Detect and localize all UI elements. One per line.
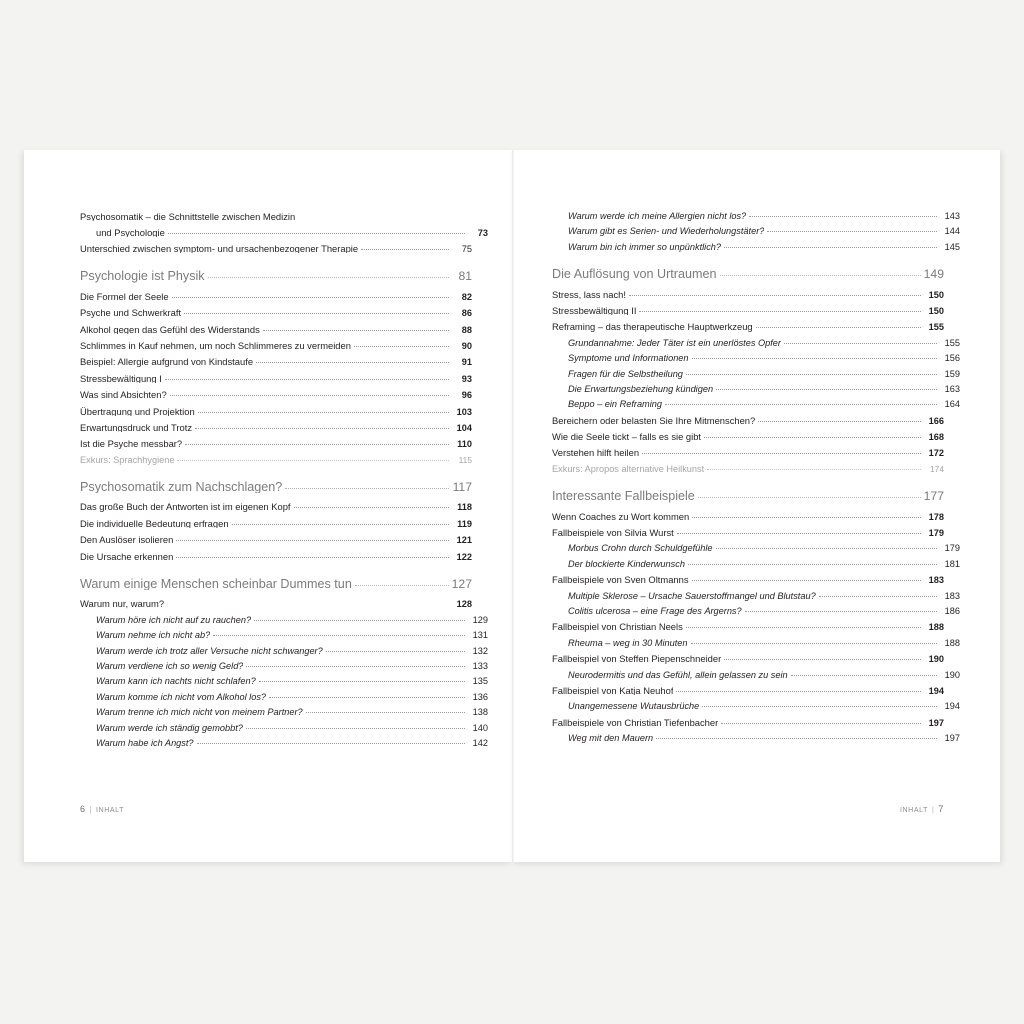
- toc-entry-page: 178: [928, 511, 944, 522]
- toc-leader-dots: [716, 388, 937, 390]
- toc-leader-dots: [691, 642, 937, 644]
- toc-entry[interactable]: [80, 552, 472, 562]
- toc-entry-page: 174: [930, 463, 944, 474]
- toc-entry[interactable]: [552, 432, 944, 442]
- toc-leader-dots: [167, 604, 449, 605]
- toc-leader-dots: [676, 690, 921, 692]
- toc-entry[interactable]: [80, 708, 488, 717]
- toc-entry[interactable]: [80, 341, 472, 351]
- toc-entry-page: 183: [928, 575, 944, 586]
- toc-entry[interactable]: [80, 390, 472, 400]
- toc-entry-page: 144: [944, 226, 960, 237]
- toc-entry[interactable]: [552, 560, 960, 569]
- toc-leader-dots: [246, 727, 465, 729]
- book-page-left: [24, 150, 512, 862]
- toc-leader-dots: [686, 626, 921, 628]
- toc-entry[interactable]: [80, 292, 472, 302]
- toc-entry[interactable]: [552, 400, 960, 409]
- toc-entry-title: Warum bin ich immer so unpünktlich?: [568, 242, 722, 252]
- toc-entry-page: 88: [461, 324, 472, 335]
- toc-entry-title: Warum habe ich Angst?: [96, 738, 194, 748]
- toc-leader-dots: [256, 361, 449, 363]
- toc-entry-title: und Psychologie: [96, 227, 165, 237]
- toc-leader-dots: [639, 310, 921, 312]
- toc-leader-dots: [254, 619, 465, 621]
- toc-entry-title: Die Erwartungsbeziehung kündigen: [568, 384, 714, 394]
- toc-entry-page: 131: [472, 630, 488, 641]
- folio-label: INHALT: [899, 807, 928, 814]
- toc-entry[interactable]: [552, 268, 944, 281]
- toc-leader-dots: [686, 373, 937, 375]
- toc-leader-dots: [704, 436, 921, 438]
- toc-entry-page: 122: [456, 551, 472, 562]
- toc-entry[interactable]: [552, 512, 944, 522]
- toc-leader-dots: [269, 696, 465, 698]
- toc-entry-page: 135: [472, 676, 488, 687]
- toc-leader-dots: [677, 532, 921, 534]
- toc-entry-title: Der blockierte Kinderwunsch: [568, 559, 685, 569]
- toc-leader-dots: [749, 215, 937, 217]
- toc-entry[interactable]: [552, 622, 944, 632]
- toc-entry-page: 90: [461, 340, 472, 351]
- toc-entry-title: Die Ursache erkennen: [80, 551, 174, 562]
- toc-leader-dots: [197, 742, 465, 744]
- toc-entry-page: 155: [928, 322, 944, 333]
- toc-entry[interactable]: [552, 639, 960, 648]
- toc-leader-dots: [698, 496, 921, 498]
- toc-entry-title: Beispiel: Allergie aufgrund von Kindstaufe: [80, 357, 254, 367]
- toc-entry-title: Das große Buch der Antworten ist im eigenen Kopf: [80, 502, 291, 512]
- toc-entry-title: Fallbeispiel von Steffen Piepenschneider: [552, 654, 722, 664]
- toc-leader-dots: [208, 276, 449, 278]
- toc-entry[interactable]: [552, 416, 944, 426]
- toc-leader-dots: [721, 722, 921, 724]
- toc-leader-dots: [720, 274, 921, 276]
- toc-entry-page: 132: [472, 645, 488, 656]
- toc-entry-title: Psychosomatik – die Schnittstelle zwischen Medizin: [80, 212, 296, 222]
- toc-entry[interactable]: [80, 739, 488, 748]
- toc-entry-page: 179: [928, 528, 944, 539]
- toc-entry[interactable]: [552, 490, 944, 503]
- folio-separator: |: [931, 807, 935, 814]
- toc-leader-dots: [298, 217, 449, 218]
- toc-entry-page: 104: [456, 422, 472, 433]
- toc-entry-page: 186: [944, 606, 960, 617]
- toc-entry-title: Die Auflösung von Urtraumen: [552, 267, 717, 281]
- toc-entry-page: 150: [928, 289, 944, 300]
- toc-entry-page: 91: [461, 357, 472, 368]
- toc-entry-page: 119: [457, 518, 472, 529]
- toc-entry-title: Grundannahme: Jeder Täter ist ein unerlöstes Opfer: [568, 338, 781, 348]
- book-page-right: [512, 150, 1000, 862]
- toc-leader-dots: [707, 468, 921, 470]
- toc-entry[interactable]: [80, 244, 472, 254]
- toc-entry-title: Warum verdiene ich so wenig Geld?: [96, 662, 244, 672]
- toc-entry-page: 133: [472, 661, 488, 672]
- toc-entry-page: 117: [452, 479, 472, 494]
- toc-entry-title: Ist die Psyche messbar?: [80, 439, 183, 449]
- toc-leader-dots: [176, 556, 449, 558]
- toc-entry-title: Reframing – das therapeutische Hauptwerkzeug: [552, 322, 753, 332]
- toc-entry[interactable]: [552, 528, 944, 538]
- toc-leader-dots: [168, 232, 465, 234]
- toc-entry-title: Psychosomatik zum Nachschlagen?: [80, 480, 283, 494]
- toc-entry-title: Warum komme ich nicht vom Alkohol los?: [96, 692, 267, 702]
- toc-leader-dots: [791, 674, 937, 676]
- toc-entry-page: 128: [456, 599, 472, 610]
- toc-entry[interactable]: [552, 671, 960, 680]
- book-gutter: [512, 150, 514, 862]
- toc-entry-page: 96: [461, 390, 472, 401]
- toc-leader-dots: [326, 650, 465, 652]
- toc-entry-title: Warum höre ich nicht auf zu rauchen?: [96, 615, 252, 625]
- toc-entry-page: 73: [477, 227, 488, 238]
- toc-entry[interactable]: [552, 575, 944, 585]
- toc-leader-dots: [213, 634, 465, 636]
- toc-entry-title: Fallbeispiele von Sven Oltmanns: [552, 575, 689, 585]
- toc-entry-page: 150: [928, 305, 944, 316]
- toc-entry-page: 194: [944, 701, 960, 712]
- toc-entry-page: 140: [472, 722, 488, 733]
- folio-page-number: 6: [80, 804, 86, 814]
- toc-entry-title: Psychologie ist Physik: [80, 270, 205, 283]
- toc-entry[interactable]: [552, 290, 944, 300]
- toc-list-right: [552, 211, 960, 744]
- toc-entry[interactable]: [552, 465, 944, 474]
- toc-entry[interactable]: [552, 734, 960, 743]
- toc-leader-dots: [692, 357, 937, 359]
- toc-leader-dots: [361, 248, 449, 250]
- toc-leader-dots: [745, 610, 937, 612]
- toc-entry-title: Schlimmes in Kauf nehmen, um noch Schlimmeres zu vermeiden: [80, 340, 351, 351]
- toc-leader-dots: [724, 246, 937, 248]
- toc-leader-dots: [176, 539, 449, 541]
- toc-entry[interactable]: [552, 370, 960, 379]
- toc-entry-page: 190: [928, 654, 944, 665]
- toc-entry-page: 115: [458, 454, 472, 465]
- toc-entry[interactable]: [552, 306, 944, 316]
- toc-entry-title: Übertragung und Projektion: [80, 406, 195, 416]
- toc-entry-title: Interessante Fallbeispiele: [552, 490, 695, 503]
- toc-entry[interactable]: [552, 592, 960, 601]
- toc-leader-dots: [692, 579, 921, 581]
- toc-entry-title: Exkurs: Apropos alternative Heilkunst: [552, 464, 705, 474]
- toc-leader-dots: [665, 403, 937, 405]
- toc-entry-title: Fallbeispiel von Christian Neels: [552, 622, 683, 632]
- toc-entry-title: Fallbeispiel von Katja Neuhof: [552, 685, 674, 696]
- toc-entry-page: 159: [944, 368, 960, 379]
- toc-entry-page: 197: [944, 733, 960, 744]
- toc-leader-dots: [354, 345, 449, 347]
- toc-entry[interactable]: [552, 702, 960, 711]
- toc-entry-title: Erwartungsdruck und Trotz: [80, 422, 193, 433]
- open-book: [24, 150, 1000, 862]
- toc-entry-page: 142: [472, 737, 488, 748]
- toc-leader-dots: [263, 329, 449, 331]
- toc-entry-title: Fallbeispiele von Christian Tiefenbacher: [552, 717, 719, 728]
- toc-entry[interactable]: [80, 374, 472, 384]
- toc-entry-page: 168: [928, 432, 944, 443]
- toc-entry-page: 156: [944, 353, 960, 364]
- toc-entry-page: 121: [456, 535, 472, 546]
- toc-entry[interactable]: [80, 407, 472, 417]
- toc-entry-title: Warum werde ich trotz aller Versuche nicht schwanger?: [96, 646, 323, 656]
- toc-entry-page: 138: [472, 707, 488, 718]
- toc-entry-title: Die individuelle Bedeutung erfragen: [80, 518, 229, 529]
- toc-leader-dots: [170, 394, 449, 396]
- toc-entry-title: Stress, lass nach!: [552, 289, 626, 299]
- toc-entry-page: 197: [928, 717, 944, 728]
- toc-entry[interactable]: [552, 718, 944, 728]
- toc-entry[interactable]: [80, 481, 472, 494]
- toc-leader-dots: [819, 595, 937, 597]
- toc-entry-title: Exkurs: Sprachhygiene: [80, 455, 175, 465]
- toc-entry-page: 166: [928, 415, 944, 426]
- toc-entry-page: 75: [461, 243, 472, 254]
- toc-entry-page: 145: [944, 241, 960, 252]
- toc-entry-page: 127: [451, 576, 472, 591]
- folio-label: INHALT: [96, 807, 125, 814]
- toc-entry-title: Warum gibt es Serien- und Wiederholungstäter?: [568, 227, 765, 237]
- toc-entry-page: 155: [944, 337, 960, 348]
- toc-leader-dots: [306, 711, 465, 713]
- toc-entry-page: 149: [923, 266, 944, 281]
- toc-entry-title: Warum nehme ich nicht ab?: [96, 631, 211, 641]
- toc-entry[interactable]: [552, 243, 960, 252]
- toc-entry[interactable]: [552, 544, 960, 553]
- toc-entry[interactable]: [552, 686, 944, 696]
- toc-entry-page: 172: [928, 448, 944, 459]
- toc-leader-dots: [246, 665, 465, 667]
- toc-entry[interactable]: [80, 693, 488, 702]
- toc-entry[interactable]: [80, 325, 472, 335]
- toc-entry-page: 103: [456, 406, 472, 417]
- toc-leader-dots: [184, 312, 449, 314]
- toc-entry[interactable]: [552, 385, 960, 394]
- toc-entry-page: 81: [458, 269, 472, 284]
- toc-entry[interactable]: [80, 308, 472, 318]
- toc-entry-page: 188: [944, 637, 960, 648]
- toc-leader-dots: [185, 443, 449, 445]
- toc-entry-page: 129: [472, 614, 488, 625]
- toc-leader-dots: [232, 523, 449, 525]
- toc-entry-title: Symptome und Informationen: [568, 354, 689, 364]
- toc-entry-title: Den Auslöser isolieren: [80, 535, 174, 545]
- toc-entry-page: 110: [457, 439, 472, 450]
- toc-entry[interactable]: [80, 599, 472, 609]
- toc-leader-dots: [294, 506, 449, 508]
- toc-entry-page: 143: [944, 211, 960, 221]
- toc-entry-page: 181: [944, 558, 960, 569]
- toc-entry[interactable]: [552, 339, 960, 348]
- toc-entry[interactable]: [80, 228, 488, 238]
- toc-leader-dots: [692, 516, 921, 518]
- toc-entry-title: Psyche und Schwerkraft: [80, 308, 182, 318]
- folio-separator: |: [89, 807, 93, 814]
- toc-entry[interactable]: [80, 519, 472, 529]
- toc-entry[interactable]: [552, 227, 960, 236]
- toc-leader-dots: [165, 378, 449, 380]
- toc-leader-dots: [198, 411, 449, 413]
- toc-entry-page: 163: [944, 383, 960, 394]
- toc-entry-title: Warum nur, warum?: [80, 599, 165, 609]
- toc-entry-title: Unterschied zwischen symptom- und ursachenbezogener Therapie: [80, 243, 359, 254]
- toc-leader-dots: [716, 547, 937, 549]
- toc-entry-page: 93: [461, 373, 472, 384]
- toc-entry-page: 136: [472, 691, 488, 702]
- toc-entry-title: Die Formel der Seele: [80, 291, 169, 302]
- toc-entry-page: 179: [944, 543, 960, 554]
- toc-entry-title: Colitis ulcerosa – eine Frage des Ärgerns?: [568, 607, 742, 617]
- toc-entry-title: Warum einige Menschen scheinbar Dummes tun: [80, 577, 352, 591]
- toc-entry-title: Multiple Sklerose – Ursache Sauerstoffmangel und Blutstau?: [568, 591, 816, 601]
- toc-entry-title: Fragen für die Selbstheilung: [568, 369, 683, 379]
- toc-entry-page: 86: [461, 308, 472, 319]
- toc-entry[interactable]: [552, 322, 944, 332]
- toc-leader-dots: [629, 294, 921, 296]
- toc-entry-title: Fallbeispiele von Silvia Wurst: [552, 528, 674, 538]
- toc-entry[interactable]: [80, 456, 472, 465]
- toc-leader-dots: [259, 680, 465, 682]
- toc-entry[interactable]: [80, 439, 472, 449]
- toc-entry[interactable]: [80, 535, 472, 545]
- toc-entry-title: Wenn Coaches zu Wort kommen: [552, 511, 690, 522]
- toc-entry-page: 177: [923, 489, 944, 504]
- folio-left: [80, 804, 124, 814]
- toc-entry[interactable]: [552, 448, 944, 458]
- toc-entry-page: 183: [944, 590, 960, 601]
- toc-leader-dots: [767, 230, 937, 232]
- toc-leader-dots: [758, 420, 921, 422]
- toc-leader-dots: [172, 296, 449, 298]
- toc-entry[interactable]: [552, 354, 960, 363]
- toc-entry-title: Stressbewältigung I: [80, 373, 162, 384]
- toc-leader-dots: [656, 737, 937, 739]
- toc-entry-title: Warum trenne ich mich nicht von meinem Partner?: [96, 708, 303, 718]
- toc-entry[interactable]: [80, 423, 472, 433]
- toc-entry[interactable]: [80, 647, 488, 656]
- toc-entry[interactable]: [80, 357, 472, 367]
- toc-entry-page: 82: [461, 291, 472, 302]
- toc-entry-title: Neurodermitis und das Gefühl, allein gelassen zu sein: [568, 670, 788, 680]
- toc-entry-title: Unangemessene Wutausbrüche: [568, 702, 700, 712]
- toc-entry-title: Verstehen hilft heilen: [552, 448, 640, 458]
- toc-entry[interactable]: [80, 631, 488, 640]
- toc-entry-title: Stressbewältigung II: [552, 305, 637, 316]
- toc-entry-title: Warum werde ich meine Allergien nicht los?: [568, 212, 747, 221]
- toc-entry-title: Wie die Seele tickt – falls es sie gibt: [552, 432, 702, 442]
- toc-leader-dots: [355, 584, 449, 586]
- toc-entry-page: 118: [457, 502, 472, 513]
- toc-entry-title: Weg mit den Mauern: [568, 734, 654, 744]
- toc-entry-title: Morbus Crohn durch Schuldgefühle: [568, 544, 713, 554]
- toc-entry-page: 190: [944, 669, 960, 680]
- toc-entry-title: Was sind Absichten?: [80, 390, 167, 400]
- toc-entry[interactable]: [80, 212, 472, 221]
- toc-entry[interactable]: [80, 677, 488, 686]
- toc-leader-dots: [724, 658, 921, 660]
- toc-entry-title: Warum kann ich nachts nicht schlafen?: [96, 677, 256, 687]
- toc-entry[interactable]: [552, 654, 944, 664]
- folio-right: [900, 804, 944, 814]
- toc-entry[interactable]: [80, 724, 488, 733]
- toc-entry-title: Beppo – ein Reframing: [568, 400, 662, 410]
- toc-leader-dots: [784, 342, 937, 344]
- toc-entry[interactable]: [80, 502, 472, 512]
- toc-entry[interactable]: [80, 578, 472, 591]
- toc-leader-dots: [688, 563, 937, 565]
- toc-entry-title: Rheuma – weg in 30 Minuten: [568, 638, 688, 648]
- toc-entry-page: 194: [928, 685, 944, 696]
- toc-entry-title: Warum werde ich ständig gemobbt?: [96, 723, 243, 733]
- toc-leader-dots: [756, 326, 921, 328]
- toc-list-left: [80, 212, 488, 748]
- toc-leader-dots: [642, 452, 921, 454]
- toc-entry-title: Bereichern oder belasten Sie Ihre Mitmenschen?: [552, 415, 756, 426]
- toc-entry-page: 188: [928, 622, 944, 633]
- toc-entry-page: 164: [944, 399, 960, 410]
- toc-leader-dots: [285, 487, 449, 489]
- toc-entry[interactable]: [80, 270, 472, 283]
- toc-leader-dots: [702, 705, 937, 707]
- toc-entry[interactable]: [552, 212, 960, 221]
- toc-entry[interactable]: [80, 662, 488, 671]
- toc-entry[interactable]: [80, 616, 488, 625]
- toc-leader-dots: [195, 427, 449, 429]
- toc-leader-dots: [177, 459, 449, 461]
- toc-entry[interactable]: [552, 607, 960, 616]
- folio-page-number: 7: [938, 804, 944, 814]
- toc-entry-title: Alkohol gegen das Gefühl des Widerstands: [80, 324, 260, 334]
